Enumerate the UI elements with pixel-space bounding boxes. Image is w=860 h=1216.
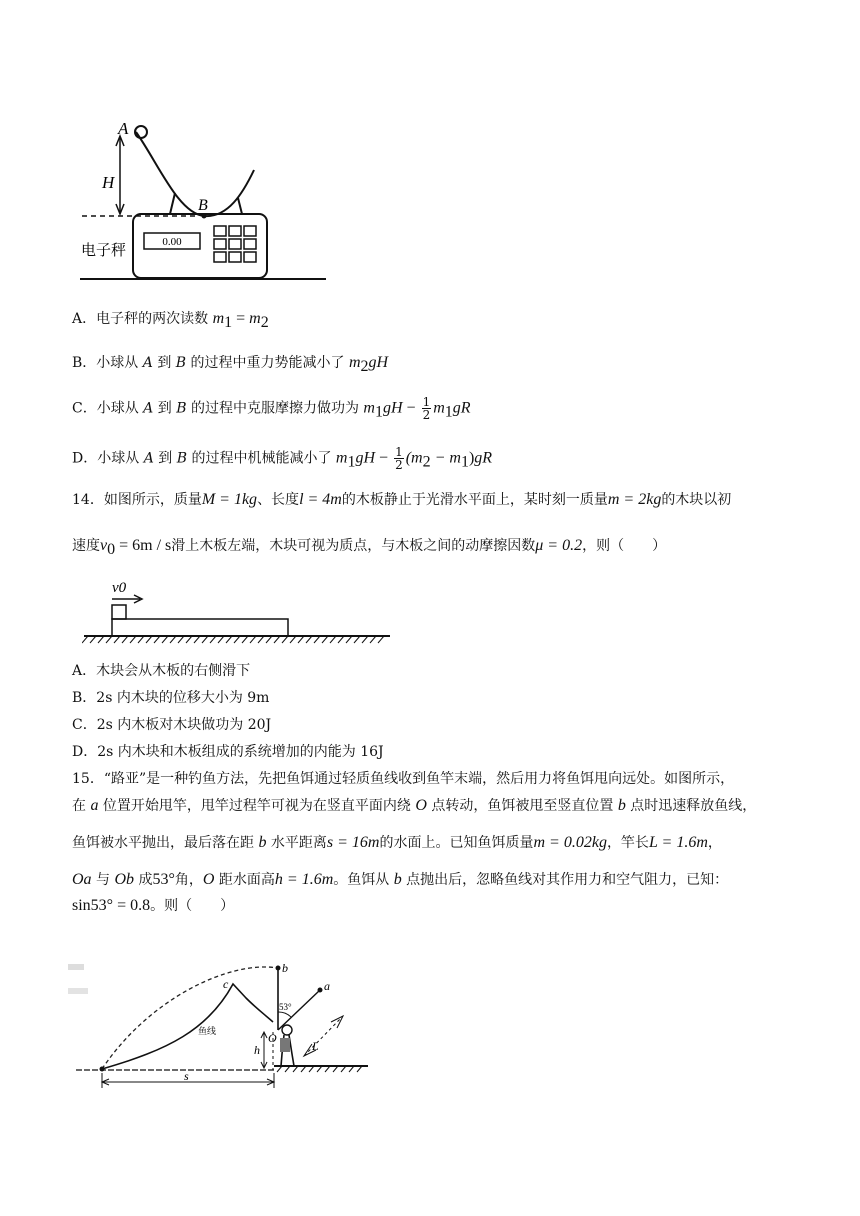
label-H: H	[102, 173, 115, 192]
scale-display-value: 0.00	[162, 236, 182, 248]
q13-option-a: A．电子秤的两次读数 $m_1 = m_2$	[72, 310, 269, 331]
q14-option-c: C．2s 内木板对木块做功为 20J	[72, 717, 272, 733]
q14-option-d: D．2s 内木块和木板组成的系统增加的内能为 16J	[72, 744, 384, 760]
label-fishing-line: 鱼线	[198, 1026, 217, 1036]
q15-stem-line2: 在 a 位置开始甩竿，甩竿过程竿可视为在竖直平面内绕 O 点转动，鱼饵被甩至竖直位置 b 点时迅速释放鱼线，	[72, 797, 757, 814]
label-h: h	[254, 1043, 260, 1057]
figure-track-scale	[78, 118, 340, 284]
label-s: s	[184, 1069, 189, 1083]
q15-stem-line5: sin53° = 0.8。则（ ）	[72, 897, 235, 914]
label-A: A	[118, 119, 129, 138]
q13-option-d: D．小球从 A 到 B 的过程中机械能减小了 $m_1gH$ − $\frac{1}{2}$ $(m_2 - m_1)gR$	[72, 445, 493, 472]
label-angle: 53°	[279, 1002, 292, 1012]
scale-label: 电子秤	[81, 243, 127, 259]
q14-stem-line2: 速度$v_0 = 6m / s$滑上木板左端，木块可视为质点，与木板之间的动摩擦因数μ = 0.2，则（ ）	[72, 537, 667, 558]
q15-stem-line4: Oa 与 Ob 成53°角，O 距水面高h = 1.6m。鱼饵从 b 点抛出后，忽略鱼线对其作用力和空气阻力，已知：	[72, 871, 729, 888]
figure-block-board	[82, 578, 392, 646]
label-O: O	[268, 1031, 277, 1045]
q13-option-c: C．小球从 A 到 B 的过程中克服摩擦力做功为 $m_1gH$ − $\frac{1}{2}$ $m_1gR$	[72, 395, 471, 422]
q13-option-b: B．小球从 A 到 B 的过程中重力势能减小了 $m_2gH$	[72, 354, 389, 375]
q15-stem-line1: 15．“路亚”是一种钓鱼方法，先把鱼饵通过轻质鱼线收到鱼竿末端，然后用力将鱼饵甩向远处。如图所示，	[72, 771, 735, 787]
label-L: L	[312, 1039, 319, 1053]
q15-stem-line3: 鱼饵被水平抛出，最后落在距 b 水平距离s = 16m的水面上。已知鱼饵质量m = 0.02kg，竿长L = 1.6m，	[72, 834, 722, 851]
label-B: B	[198, 197, 208, 214]
q14-stem-line1: 14．如图所示，质量M = 1kg、长度l = 4m的木板静止于光滑水平面上，某时刻一质量m = 2kg的木块以初	[72, 491, 732, 508]
figure-fishing-cast	[68, 930, 372, 1090]
q14-option-a: A．木块会从木板的右侧滑下	[72, 663, 251, 679]
label-c: c	[223, 977, 229, 991]
label-a: a	[324, 979, 330, 993]
q14-option-b: B．2s 内木块的位移大小为 9m	[72, 690, 270, 706]
label-b: b	[282, 961, 288, 975]
label-v0: v0	[112, 580, 127, 596]
